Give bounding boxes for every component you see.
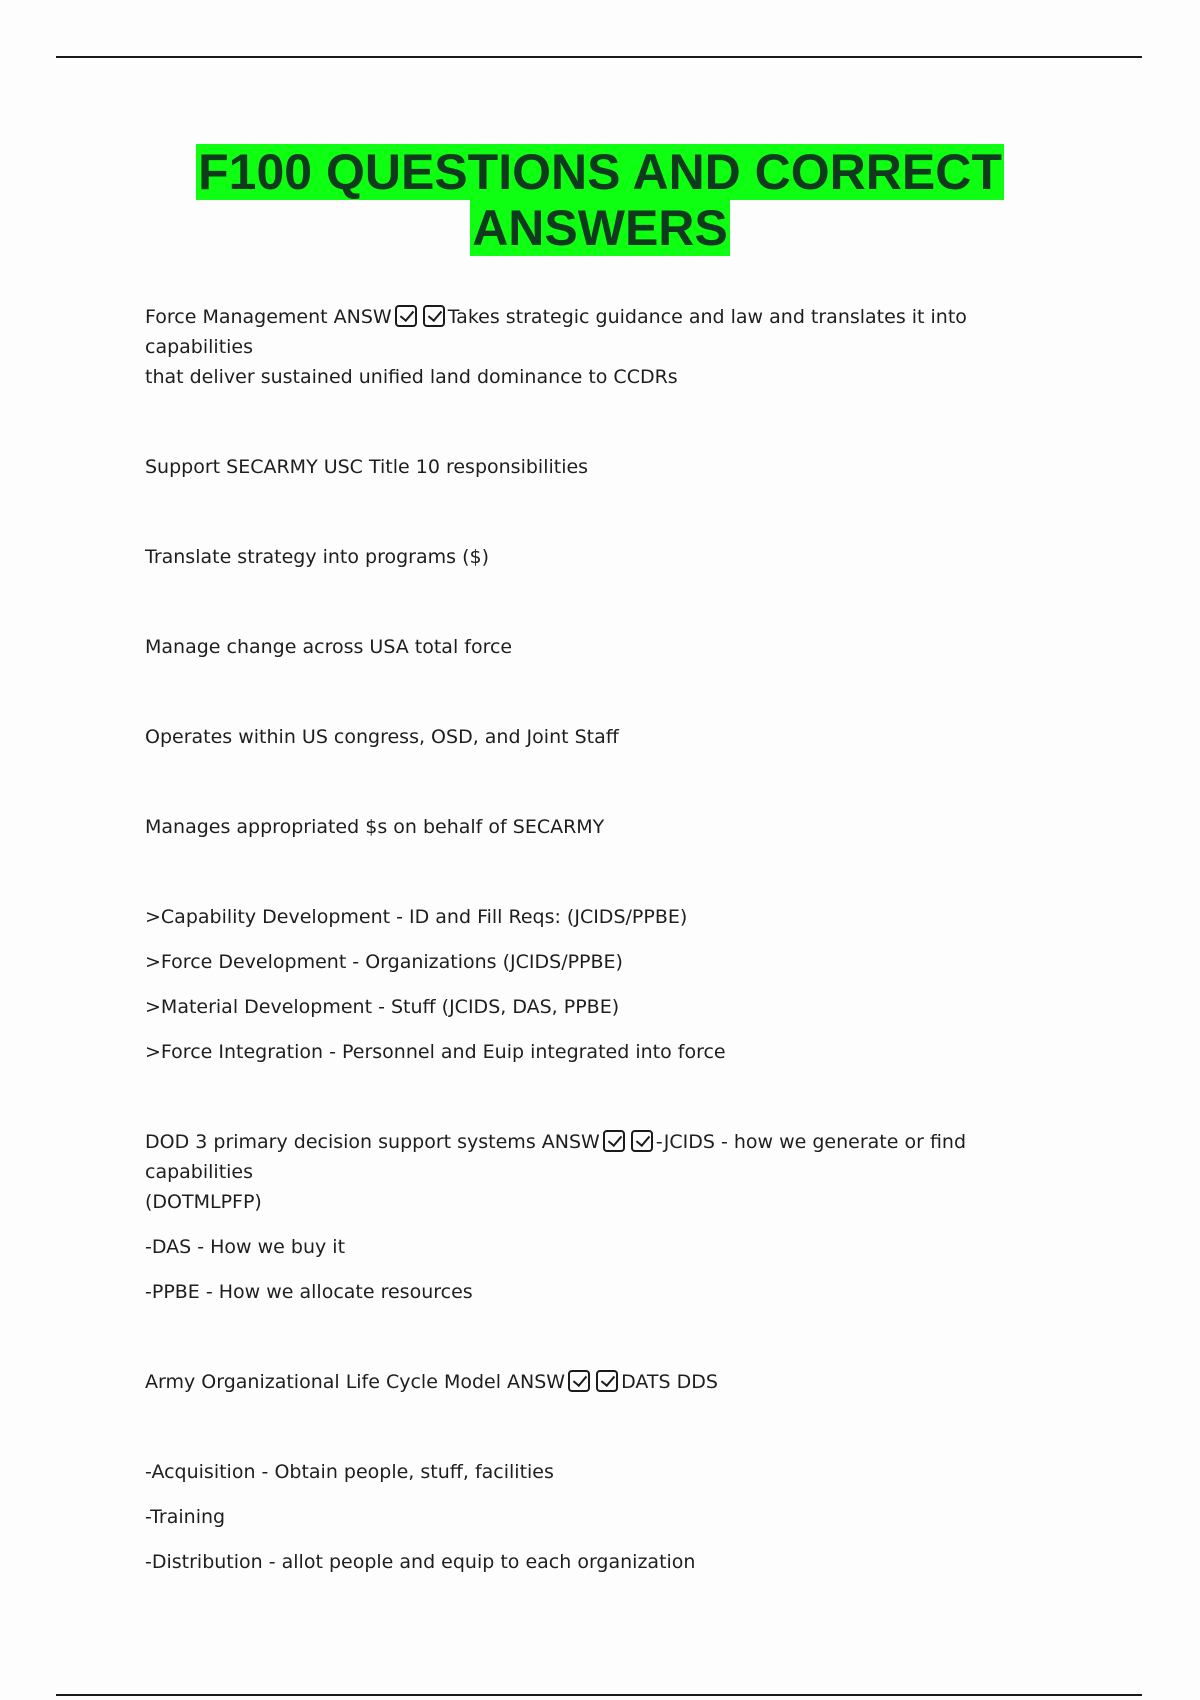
- top-rule: [56, 56, 1142, 58]
- checkbox-icon: [568, 1370, 590, 1392]
- list-item: -PPBE - How we allocate resources: [145, 1281, 473, 1303]
- checkbox-icon: [603, 1130, 625, 1152]
- list-item: >Force Integration - Personnel and Euip integrated into force: [145, 1041, 726, 1063]
- answer-marker: ANSW: [541, 1131, 600, 1153]
- list-item: -Acquisition - Obtain people, stuff, facilities: [145, 1461, 554, 1483]
- answer-text-continued: that deliver sustained unified land dominance to CCDRs: [145, 366, 678, 388]
- bottom-rule: [56, 1694, 1142, 1696]
- checkbox-icon: [631, 1130, 653, 1152]
- list-item: -Training: [145, 1506, 226, 1528]
- answer-text: Takes strategic guidance and law and translates it into capabilities: [145, 306, 967, 358]
- checkbox-icon: [423, 305, 445, 327]
- title-line-2: ANSWERS: [472, 200, 728, 256]
- title-line-1: F100 QUESTIONS AND CORRECT: [198, 144, 1002, 200]
- page-title: [0, 144, 1200, 256]
- qa-entry-life-cycle-model: [145, 1367, 1045, 1397]
- answer-text: DATS DDS: [621, 1371, 718, 1393]
- list-item: -Distribution - allot people and equip to each organization: [145, 1551, 696, 1573]
- paragraph: Manages appropriated $s on behalf of SECARMY: [145, 816, 605, 838]
- paragraph: Translate strategy into programs ($): [145, 546, 489, 568]
- paragraph: Operates within US congress, OSD, and Joint Staff: [145, 726, 619, 748]
- document-body: [145, 302, 1045, 1577]
- list-life-cycle-stages: [145, 1457, 1045, 1577]
- answer-text: -JCIDS - how we generate or find capabilities: [145, 1131, 967, 1183]
- paragraph: Manage change across USA total force: [145, 636, 513, 658]
- list-item: >Capability Development - ID and Fill Reqs: (JCIDS/PPBE): [145, 906, 688, 928]
- list-item: -DAS - How we buy it: [145, 1236, 346, 1258]
- question-text: Force Management: [145, 306, 334, 328]
- answer-marker: ANSW: [507, 1371, 566, 1393]
- question-text: DOD 3 primary decision support systems: [145, 1131, 542, 1153]
- list-force-management-functions: [145, 902, 1045, 1067]
- answer-text-continued: (DOTMLPFP): [145, 1191, 262, 1213]
- paragraph: Support SECARMY USC Title 10 responsibilities: [145, 456, 589, 478]
- question-text: Army Organizational Life Cycle Model: [145, 1371, 508, 1393]
- answer-marker: ANSW: [333, 306, 392, 328]
- qa-entry-decision-support-systems: [145, 1127, 1045, 1307]
- checkbox-icon: [395, 305, 417, 327]
- list-item: >Material Development - Stuff (JCIDS, DAS, PPBE): [145, 996, 620, 1018]
- checkbox-icon: [596, 1370, 618, 1392]
- qa-entry-force-management: [145, 302, 1045, 392]
- list-item: >Force Development - Organizations (JCIDS/PPBE): [145, 951, 623, 973]
